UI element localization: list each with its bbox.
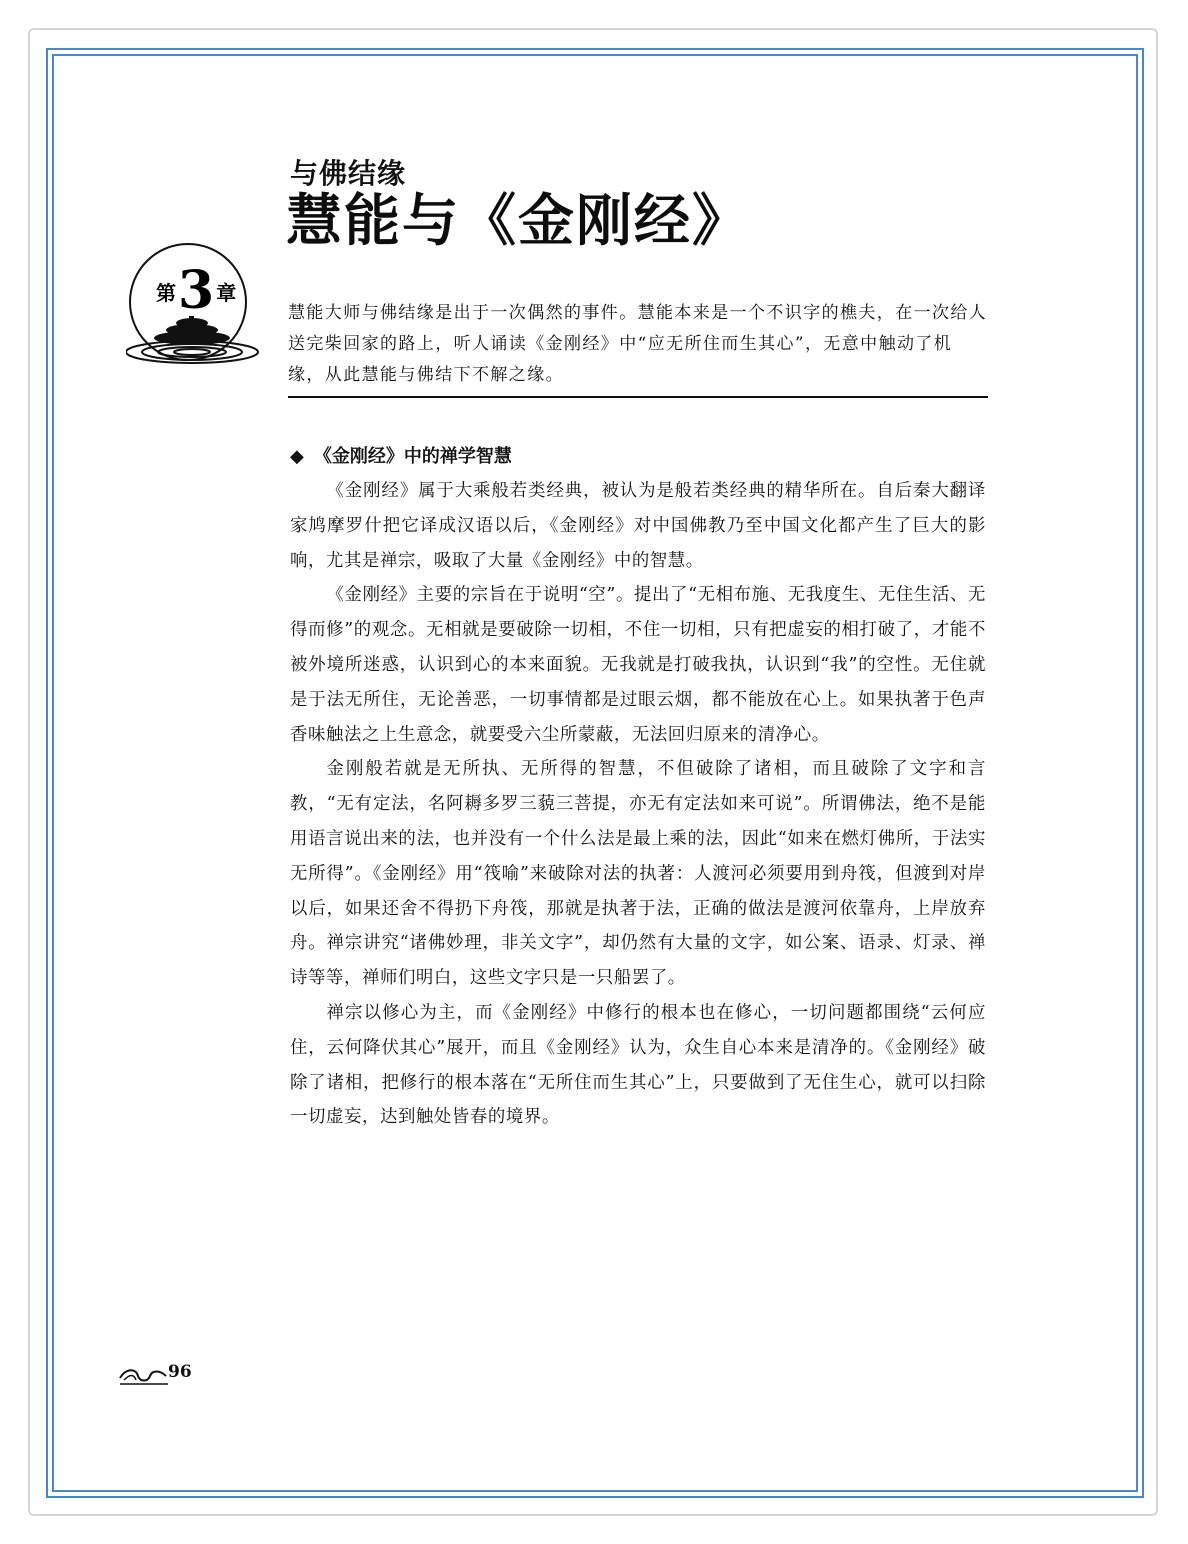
swirl-ornament-icon — [118, 1366, 168, 1386]
chapter-title: 慧能与《金刚经》 — [286, 189, 750, 254]
chapter-digit: 3 — [178, 260, 215, 321]
body-text — [290, 474, 986, 1135]
paragraph: 禅宗以修心为主，而《金刚经》中修行的根本也在修心，一切问题都围绕“云何应住，云何降伏其心”展开，而且《金刚经》认为，众生自心本来是清净的。《金刚经》破除了诸相，把修行的根本落在“无所住而生其心”上，只要做到了无住生心，就可以扫除一切虚妄，达到触处皆春的境界。 — [290, 1002, 986, 1128]
chapter-prefix: 第 — [156, 281, 176, 305]
page-number — [118, 1362, 208, 1386]
section-label: 与佛结缘 — [290, 157, 407, 190]
chapter-intro: 慧能大师与佛结缘是出于一次偶然的事件。慧能本来是一个不识字的樵夫，在一次给人送完柴回家的路上，听人诵读《金刚经》中“应无所住而生其心”，无意中触动了机缘，从此慧能与佛结下不解之缘。 — [288, 303, 988, 385]
chapter-badge — [126, 240, 276, 390]
paragraph: 《金刚经》属于大乘般若类经典，被认为是般若类经典的精华所在。自后秦大翻译家鸠摩罗什把它译成汉语以后，《金刚经》对中国佛教乃至中国文化都产生了巨大的影响，尤其是禅宗，吸取了大量《金刚经》中的智慧。 — [290, 481, 986, 571]
intro-divider — [288, 396, 988, 398]
chapter-number — [156, 260, 236, 321]
section-heading-text: 《金刚经》中的禅学智慧 — [313, 446, 512, 467]
page-number-text: 96 — [168, 1362, 192, 1382]
diamond-bullet-icon: ◆ — [290, 446, 304, 467]
chapter-suffix: 章 — [216, 281, 237, 305]
paragraph: 金刚般若就是无所执、无所得的智慧，不但破除了诸相，而且破除了文字和言教，“无有定法，名阿耨多罗三藐三菩提，亦无有定法如来可说”。所谓佛法，绝不是能用语言说出来的法，也并没有一个什么法是最上乘的法，因此“如来在燃灯佛所，于法实无所得”。《金刚经》用“筏喻”来破除对法的执著：人渡河必须要用到舟筏，但渡到对岸以后，如果还舍不得扔下舟筏，那就是执著于法，正确的做法是渡河依靠舟，上岸放弃舟。禅宗讲究“诸佛妙理，非关文字”，却仍然有大量的文字，如公案、语录、灯录、禅诗等等，禅师们明白，这些文字只是一只船罢了。 — [290, 759, 986, 989]
paragraph: 《金刚经》主要的宗旨在于说明“空”。提出了“无相布施、无我度生、无住生活、无得而修”的观念。无相就是要破除一切相，不住一切相，只有把虚妄的相打破了，才能不被外境所迷惑，认识到心的本来面貌。无我就是打破我执，认识到“我”的空性。无住就是于法无所住，无论善恶，一切事情都是过眼云烟，都不能放在心上。如果执著于色声香味触法之上生意念，就要受六尘所蒙蔽，无法回归原来的清净心。 — [290, 585, 986, 745]
book-page — [52, 54, 1138, 1492]
section-heading — [290, 442, 512, 468]
